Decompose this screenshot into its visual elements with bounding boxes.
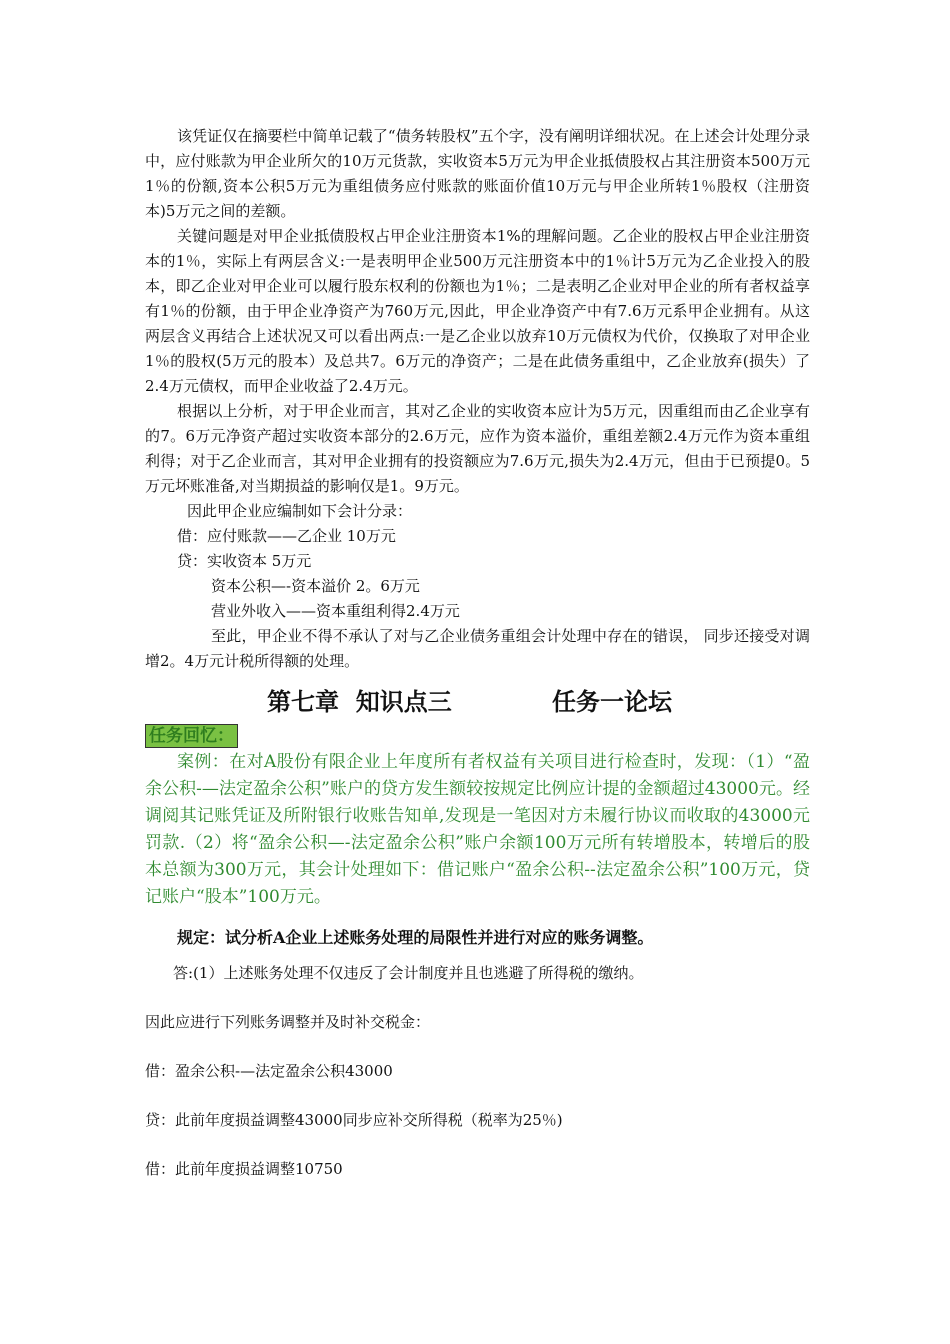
entry-credit-3: 营业外收入——资本重组利得2.4万元 <box>211 602 460 620</box>
task-review-tag: 任务回忆： <box>145 724 238 748</box>
document-content <box>145 124 810 1182</box>
answer-5: 借：此前年度损益调整10750 <box>145 1160 343 1178</box>
chapter-heading: 第七章 知识点三 任务一论坛 <box>267 687 672 716</box>
answer-3: 借：盈余公积-—法定盈余公积43000 <box>145 1062 393 1080</box>
paragraph-4: 因此甲企业应编制如下会计分录： <box>187 502 413 520</box>
requirement: 规定：试分析A企业上述账务处理的局限性并进行对应的账务调整。 <box>177 928 654 947</box>
entry-credit: 贷：实收资本 5万元 <box>177 552 312 570</box>
paragraph-1: 该凭证仅在摘要栏中简单记载了“债务转股权”五个字，没有阐明详细状况。在上述会计处理分录中，应付账款为甲企业所欠的10万元货款，实收资本5万元为甲企业抵债股权占其注册资本500万元1％的份额,资本公积5万元为重组债务应付账款的账面价值10万元与甲企业所转1％股权（注册资本)5万元之间的差额。 <box>145 127 810 220</box>
paragraph-5: 至此，甲企业不得不承认了对与乙企业债务重组会计处理中存在的错误， 同步还接受对调增2。4万元计税所得额的处理。 <box>145 627 810 670</box>
entry-credit-2: 资本公积—-资本溢价 2。6万元 <box>211 577 420 595</box>
paragraph-2: 关键问题是对甲企业抵债股权占甲企业注册资本1%的理解问题。乙企业的股权占甲企业注册资本的1％，实际上有两层含义:一是表明甲企业500万元注册资本中的1％计5万元为乙企业投入的股本，即乙企业对甲企业可以履行股东权利的份额也为1％；二是表明乙企业对甲企业的所有者权益享有1％的份额，由于甲企业净资产为760万元,因此，甲企业净资产中有7.6万元系甲企业拥有。从这两层含义再结合上述状况又可以看出两点:一是乙企业以放弃10万元债权为代价，仅换取了对甲企业1％的股权(5万元的股本）及总共7。6万元的净资产；二是在此债务重组中，乙企业放弃(损失）了2.4万元债权，而甲企业收益了2.4万元。 <box>145 227 810 395</box>
entry-debit: 借：应付账款——乙企业 10万元 <box>177 527 396 545</box>
answer-2: 因此应进行下列账务调整并及时补交税金： <box>145 1013 431 1031</box>
answer-1: 答:(1）上述账务处理不仅违反了会计制度并且也逃避了所得税的缴纳。 <box>173 964 644 982</box>
answer-4: 贷：此前年度损益调整43000同步应补交所得税（税率为25％) <box>145 1111 563 1129</box>
case-paragraph: 案例：在对A股份有限企业上年度所有者权益有关项目进行检查时，发现：（1）“盈余公积-—法定盈余公积”账户的贷方发生额较按规定比例应计提的金额超过43000元。经调阅其记账凭证及所附银行收账告知单,发现是一笔因对方未履行协议而收取的43000元罚款.（2）将“盈余公积—-法定盈余公积”账户余额100万元所有转增股本，转增后的股本总额为300万元，其会计处理如下：借记账户“盈余公积--法定盈余公积”100万元，贷记账户“股本”100万元。 <box>145 752 810 907</box>
paragraph-3: 根据以上分析，对于甲企业而言，其对乙企业的实收资本应计为5万元，因重组而由乙企业享有的7。6万元净资产超过实收资本部分的2.6万元，应作为资本溢价，重组差额2.4万元作为资本重组利得；对于乙企业而言，其对甲企业拥有的投资额应为7.6万元,损失为2.4万元，但由于已预提0。5万元坏账准备,对当期损益的影响仅是1。9万元。 <box>145 402 810 495</box>
